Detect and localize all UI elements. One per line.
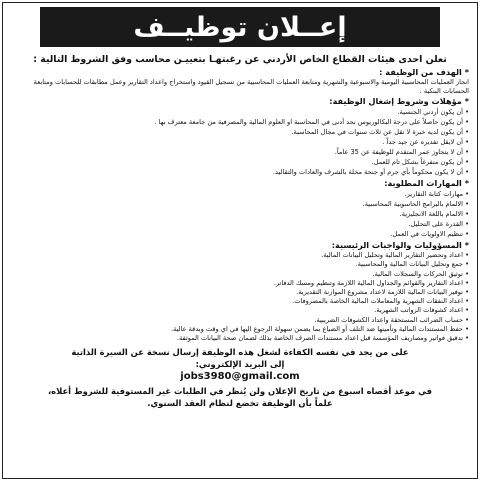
duties-section-title: * المسؤوليات والواجبات الرئيسية: <box>331 240 469 251</box>
skills-section-title: * المهارات المطلوبة: <box>384 178 469 189</box>
list-item: • تنظيم الاولويات في العمل. <box>390 230 469 239</box>
deadline-note: في موعد أقصاه اسبوع من تاريخ الإعلان ولن يُنظر في الطلبات غير المستوفية للشروط أعلاه، <box>47 386 433 397</box>
list-item: • جمع وتحليل البيانات المالية والمحاسبية. <box>355 260 469 269</box>
intro-text: تعلن احدى هيئات القطاع الخاص الأردني عن رغبتهـا بتعييـن محاسب وفق الشروط التالية : <box>33 54 447 65</box>
list-item: • اعداد التقارير والقوائم والجداول المالية اللازمة وتنظيم ومسك الدفاتر. <box>273 278 469 287</box>
list-item: • أن يكون حاصلاً على درجة البكالوريوس بحد أدنى في المحاسبة او العلوم المالية والمصرفية من جامعة معترف بها . <box>154 118 469 127</box>
list-item: • أن يكون لديه خبرة لا تقل عن ثلاث سنوات في مجال المحاسبة. <box>291 128 469 137</box>
contract-note: علماً بأن الوظيفة تخضع لنظام العقد السنوي. <box>147 397 333 408</box>
list-item: • القدرة على التحليل. <box>408 220 469 229</box>
list-item: • تدقيق فواتير ومصاريف المؤسسة قبل اعداد مستندات الصرف الخاصة بذلك لضمان صحة البيانات الموثقة. <box>177 334 469 343</box>
list-item: • مهارات كتابة التقارير. <box>404 190 469 199</box>
list-item: • أن لا يتجاوز عمر المتقدم للوظيفة عن 35 عاماً. <box>334 148 469 157</box>
goal-section-title: * الهدف من الوظيفة : <box>379 67 469 77</box>
skills-list <box>11 189 469 239</box>
list-item: • حساب الضرائب المستحقة واعداد الكشوفات الضريبية. <box>314 315 469 324</box>
ad-banner <box>40 7 440 47</box>
list-item: • اعداد وتحضير التقارير المالية وتحليل البيانات المالية. <box>321 251 469 260</box>
list-item: • الالمام بالبرامج الحاسوبية المحاسبية. <box>362 200 469 209</box>
qualifications-list <box>11 107 469 177</box>
list-item: • حفظ المستندات المالية وتأمينها ضد التلف أو الضياع بما يضمن سهولة الرجوع اليها في اي وقت وبدقة عالية. <box>170 324 469 333</box>
ad-banner-title: إعــلان توظيــف <box>133 11 347 43</box>
list-item: • اعداد كشوفات الرواتب الشهرية. <box>374 306 469 315</box>
list-item: • أن لا يكون محكوماً بأي جرم أو جنحة مخلة بالشرف والعادات والتقاليد. <box>272 168 469 177</box>
list-item: • أن يكون أردني الجنسية. <box>397 108 469 117</box>
duties-list <box>11 251 469 343</box>
email-label: إلى البريد الإلكتروني: <box>195 359 285 370</box>
list-item: • أن يكون متفرغاً بشكل تام للعمل. <box>371 158 469 167</box>
list-item: • الالمام باللغة الانجليزية. <box>399 210 469 219</box>
qualifications-section-title: * مؤهلات وشروط إشغال الوظيفة: <box>329 96 469 107</box>
list-item: • اعداد النفقات الشهرية والمعاملات المالية الخاصة بالمصروفات. <box>292 297 469 306</box>
list-item: • أن لايقل تقديره عن جيد جداً . <box>382 138 469 147</box>
list-item: • توثيق الحركات والسجلات المالية. <box>372 269 469 278</box>
list-item: • توفير البيانات المالية اللازمة لاعداد مشروع الموازنة التقديرية. <box>296 288 469 296</box>
application-instructions: على من يجد في نفسه الكفاءة لشغل هذه الوظيفة إرسال نسخة عن السيرة الذاتية <box>71 347 409 358</box>
contact-email[interactable]: jobs3980@gmail.com <box>180 371 300 383</box>
goal-section-text: انجاز العمليات المحاسبية اليومية والاسبوعية والشهرية ومتابعة العمليات المحاسبية من تسجيل القيود واستخراج واعداد التقارير وعمل مطابقات للحسابات ومتابعة الحسابات البنكية . <box>33 78 469 95</box>
job-advertisement <box>2 2 478 479</box>
